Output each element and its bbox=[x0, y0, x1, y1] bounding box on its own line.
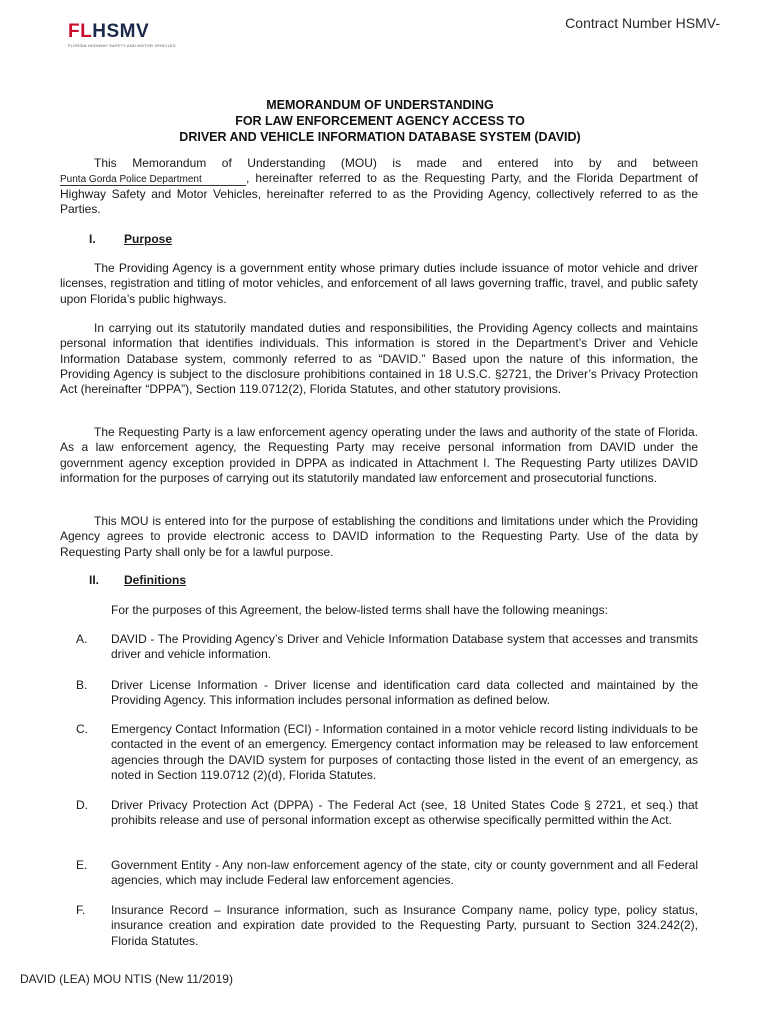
contract-number: Contract Number HSMV- bbox=[565, 15, 720, 31]
document-footer: DAVID (LEA) MOU NTIS (New 11/2019) bbox=[20, 972, 233, 986]
section-heading-purpose: I. Purpose bbox=[89, 232, 173, 246]
purpose-paragraph-2: In carrying out its statutorily mandated duties and responsibilities, the Providing Agency collects and maintains personal information that identifies individuals. This information is stored in the Department’s Driver and Vehicle Information Database system, commonly referred to as “DAVID.” Based upon the nature of this information, the Providing Agency is subject to the disclosure prohibitions contained in 18 U.S.C. §2721, the Driver’s Privacy Protection Act (hereinafter “DPPA”), Section 119.0712(2), Florida Statutes, and other statutory provisions. bbox=[60, 321, 698, 397]
title-line-1: MEMORANDUM OF UNDERSTANDING bbox=[266, 98, 494, 112]
title-line-2: FOR LAW ENFORCEMENT AGENCY ACCESS TO bbox=[235, 114, 525, 128]
purpose-paragraph-3: The Requesting Party is a law enforcement agency operating under the laws and authority of the state of Florida. As a law enforcement agency, the Requesting Party may receive personal information from DAVID under the government agency exception provided in DPPA as indicated in Attachment I. The Requesting Party utilizes DAVID information for the purposes of carrying out its statutorily mandated law enforcement and prosecutorial functions. bbox=[60, 425, 698, 485]
definition-item-b: B. Driver License Information - Driver license and identification card data collected and maintained by the Providing Agency. This information includes personal information as defined below. bbox=[76, 678, 698, 708]
requesting-party-field[interactable]: Punta Gorda Police Department bbox=[60, 174, 246, 186]
title-line-3: DRIVER AND VEHICLE INFORMATION DATABASE SYSTEM (DAVID) bbox=[179, 130, 581, 144]
definition-item-f: F. Insurance Record – Insurance information, such as Insurance Company name, policy type, policy status, insurance creation and expiration date provided to the Requesting Party, pursuant to Section 324.242(2), Florida Statutes. bbox=[76, 903, 698, 948]
purpose-paragraph-1: The Providing Agency is a government entity whose primary duties include issuance of motor vehicle and driver licenses, registration and titling of motor vehicles, and enforcement of all laws governing traffic, travel, and public safety upon Florida’s public highways. bbox=[60, 261, 698, 306]
definition-item-a: A. DAVID - The Providing Agency’s Driver and Vehicle Information Database system that accesses and transmits driver and vehicle information. bbox=[76, 632, 698, 662]
document-title bbox=[60, 97, 700, 145]
logo-wordmark: FLHSMV bbox=[68, 21, 150, 42]
intro-paragraph: This Memorandum of Understanding (MOU) is made and entered into by and between Punta Gorda Police Department , hereinafter referred to as the Requesting Party, and the Florida Department of Highway Safety and Motor Vehicles, hereinafter referred to as the Providing Agency, collectively referred to as the Parties. bbox=[60, 156, 698, 216]
definitions-intro: For the purposes of this Agreement, the below-listed terms shall have the following meanings: bbox=[111, 603, 608, 617]
definition-item-d: D. Driver Privacy Protection Act (DPPA) - The Federal Act (see, 18 United States Code § 2721, et seq.) that prohibits release and use of personal information except as otherwise specifically permitted within the Act. bbox=[76, 798, 698, 828]
purpose-paragraph-4: This MOU is entered into for the purpose of establishing the conditions and limitations under which the Providing Agency agrees to provide electronic access to DAVID information to the Requesting Party. Use of the data by Requesting Party shall only be for a lawful purpose. bbox=[60, 514, 698, 559]
definition-item-c: C. Emergency Contact Information (ECI) - Information contained in a motor vehicle record listing individuals to be contacted in the event of an emergency. Emergency contact information may be released to law enforcement agencies through the DAVID system for purposes of contacting those listed in the event of an emergency, as noted in Section 119.0712 (2)(d), Florida Statutes. bbox=[76, 722, 698, 782]
section-heading-definitions: II. Definitions bbox=[89, 573, 186, 587]
logo-tagline: FLORIDA HIGHWAY SAFETY AND MOTOR VEHICLES bbox=[68, 43, 176, 48]
definition-item-e: E. Government Entity - Any non-law enforcement agency of the state, city or county government and all Federal agencies, which may include Federal law enforcement agencies. bbox=[76, 858, 698, 888]
flhsmv-logo bbox=[68, 21, 176, 54]
